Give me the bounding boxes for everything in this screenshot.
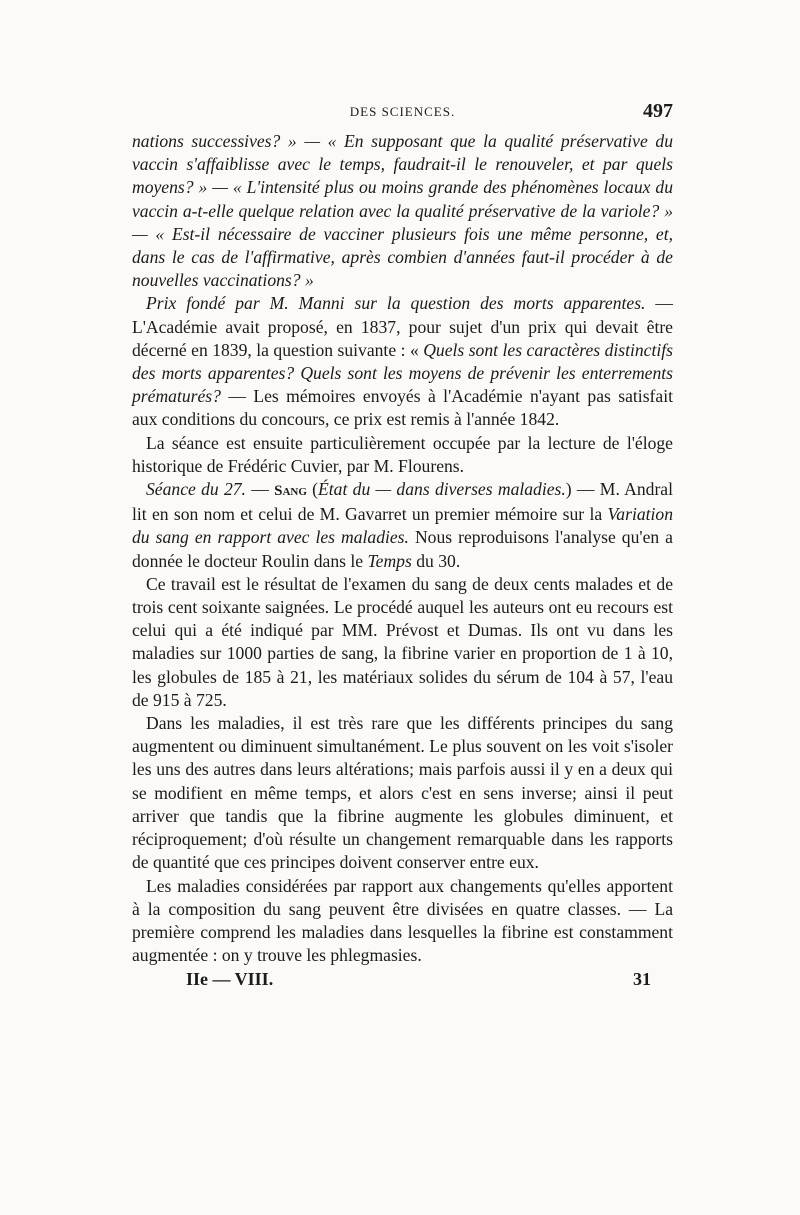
text-run: du 30. xyxy=(411,550,461,571)
body-text xyxy=(132,130,673,967)
running-title: DES SCIENCES. xyxy=(349,104,456,119)
text-run: Séance du 27. xyxy=(146,479,246,500)
text-run: Temps xyxy=(367,550,412,571)
page-footer xyxy=(132,969,673,999)
text-run: ) — M. Andral lit en son nom et celui de M. Gavarret un premier mémoire sur la xyxy=(132,479,673,525)
text-run: État du — dans diverses maladies. xyxy=(318,479,566,500)
paragraph xyxy=(132,432,673,478)
page-header xyxy=(132,100,673,130)
sheet-number: 31 xyxy=(633,969,651,990)
text-run: La séance est ensuite particulièrement occupée par la lecture de l'éloge historique de Frédéric Cuvier, par M. Flourens. xyxy=(132,432,673,476)
book-page xyxy=(132,100,673,999)
text-run: Quels sont les caractères distinctifs des morts apparentes? Quels sont les moyens de prévenir les enterrements prématurés? xyxy=(132,339,673,407)
text-run: nations successives? » — « En supposant que la qualité préservative du vaccin s'affaiblisse avec le temps, faudrait-il le renouveler, et par quels moyens? » — « L'intensité plus ou moins grande des phénomènes locaux du vaccin a-t-elle quelque relation avec la qualité préservative de la variole? » — « Est-il nécessaire de vacciner plusieurs fois une même personne, et, dans le cas de l'affirmative, après combien d'années faut-il procéder à de nouvelles vaccinations? » xyxy=(132,131,673,291)
text-run: Variation du sang en rapport avec les maladies. xyxy=(132,504,673,548)
page-number: 497 xyxy=(643,100,673,122)
text-run: Ce travail est le résultat de l'examen du sang de deux cents malades et de trois cent soixante saignées. Le procédé auquel les auteurs ont eu recours est celui qui a été indiqué par MM. Prévost et Dumas. Ils ont vu dans les maladies sur 1000 parties de sang, la fibrine varier en proportion de 1 à 10, les globules de 185 à 21, les matériaux solides du sérum de 104 à 57, l'eau de 915 à 725. xyxy=(132,573,673,710)
text-run: Sang xyxy=(274,483,307,500)
text-run: Nous reproduisons l'analyse qu'en a donnée le docteur Roulin dans le xyxy=(132,527,673,571)
paragraph xyxy=(132,875,673,968)
paragraph xyxy=(132,130,673,292)
text-run: — L'Académie avait proposé, en 1837, pour sujet d'un prix qui devait être décerné en 1839, la question suivante : « xyxy=(132,293,673,360)
text-run: Dans les maladies, il est très rare que les différents principes du sang augmentent ou diminuent simultanément. Le plus souvent on les voit s'isoler les uns des autres dans leurs altérations; mais parfois aussi il y en a deux qui se modifient en même temps, et alors c'est en sens inverse; ainsi il peut arriver que tandis que la fibrine augmente les globules diminuent, et réciproquement; d'où résulte un changement remarquable dans les rapports de quantité que ces principes doivent conserver entre eux. xyxy=(132,713,673,873)
text-run: — Les mémoires envoyés à l'Académie n'ayant pas satisfait aux conditions du concours, ce prix est remis à l'année 1842. xyxy=(132,386,673,430)
printer-signature: IIe — VIII. xyxy=(186,969,274,990)
text-run: Prix fondé par M. Manni sur la question des morts apparentes. xyxy=(146,293,646,314)
paragraph xyxy=(132,712,673,874)
text-run: — xyxy=(245,479,275,500)
paragraph xyxy=(132,292,673,431)
paragraph xyxy=(132,478,673,573)
paragraph xyxy=(132,573,673,712)
text-run: Les maladies considérées par rapport aux changements qu'elles apportent à la composition du sang peuvent être divisées en quatre classes. — La première comprend les maladies dans lesquelles la fibrine est constamment augmentée : on y trouve les phlegmasies. xyxy=(132,875,673,966)
text-run: ( xyxy=(306,479,319,500)
